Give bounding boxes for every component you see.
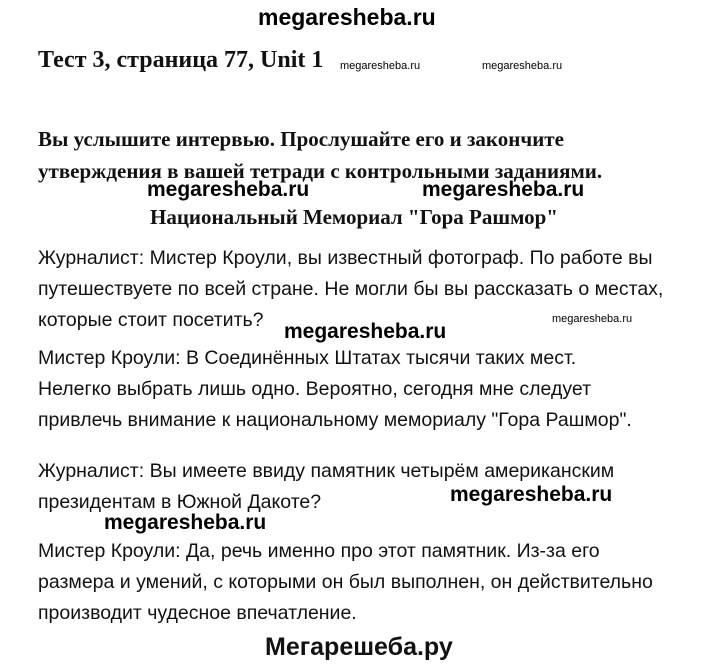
dialogue-line: размера и умений, с которыми он был выполнен, он действительно — [38, 571, 653, 593]
dialogue-line: Мистер Кроули: В Соединённых Штатах тысячи таких мест. — [38, 347, 577, 369]
watermark-small-1: megaresheba.ru — [340, 60, 421, 72]
dialogue-paragraph-3 — [38, 456, 720, 518]
dialogue-line: Нелегко выбрать лишь одно. Вероятно, сегодня мне следует — [38, 378, 591, 400]
watermark-bold-4: megaresheba.ru — [450, 483, 613, 506]
dialogue-line: путешествуете по всей стране. Не могли бы вы рассказать о местах, — [38, 278, 664, 300]
dialogue-line: президентам в Южной Дакоте? — [38, 491, 322, 513]
instruction-line-2: утверждения в вашей тетради с контрольными заданиями. — [38, 159, 603, 183]
dialogue-line: производит чудесное впечатление. — [38, 602, 357, 624]
dialogue-line: Мистер Кроули: Да, речь именно про этот памятник. Из-за его — [38, 540, 600, 562]
footer-watermark: Мегарешеба.ру — [265, 633, 453, 661]
dialogue-paragraph-4 — [38, 536, 720, 629]
subtitle: Национальный Мемориал "Гора Рашмор" — [150, 205, 558, 229]
dialogue-line: которые стоит посетить? — [38, 309, 264, 331]
dialogue-paragraph-2 — [38, 343, 720, 436]
watermark-bold-3: megaresheba.ru — [284, 320, 447, 343]
dialogue-line: привлечь внимание к национальному мемориалу "Гора Рашмор". — [38, 409, 632, 431]
watermark-small-2: megaresheba.ru — [482, 60, 563, 72]
dialogue-line: Журналист: Мистер Кроули, вы известный фотограф. По работе вы — [38, 247, 653, 269]
page-title: Тест 3, страница 77, Unit 1 — [38, 47, 324, 73]
header-watermark: megaresheba.ru — [258, 4, 436, 30]
instruction-line-1: Вы услышите интервью. Прослушайте его и закончите — [38, 127, 564, 151]
watermark-bold-1: megaresheba.ru — [147, 178, 310, 201]
watermark-bold-5: megaresheba.ru — [104, 511, 267, 534]
watermark-small-3: megaresheba.ru — [552, 313, 633, 325]
watermark-bold-2: megaresheba.ru — [422, 178, 585, 201]
dialogue-line: Журналист: Вы имеете ввиду памятник четырём американским — [38, 460, 615, 482]
